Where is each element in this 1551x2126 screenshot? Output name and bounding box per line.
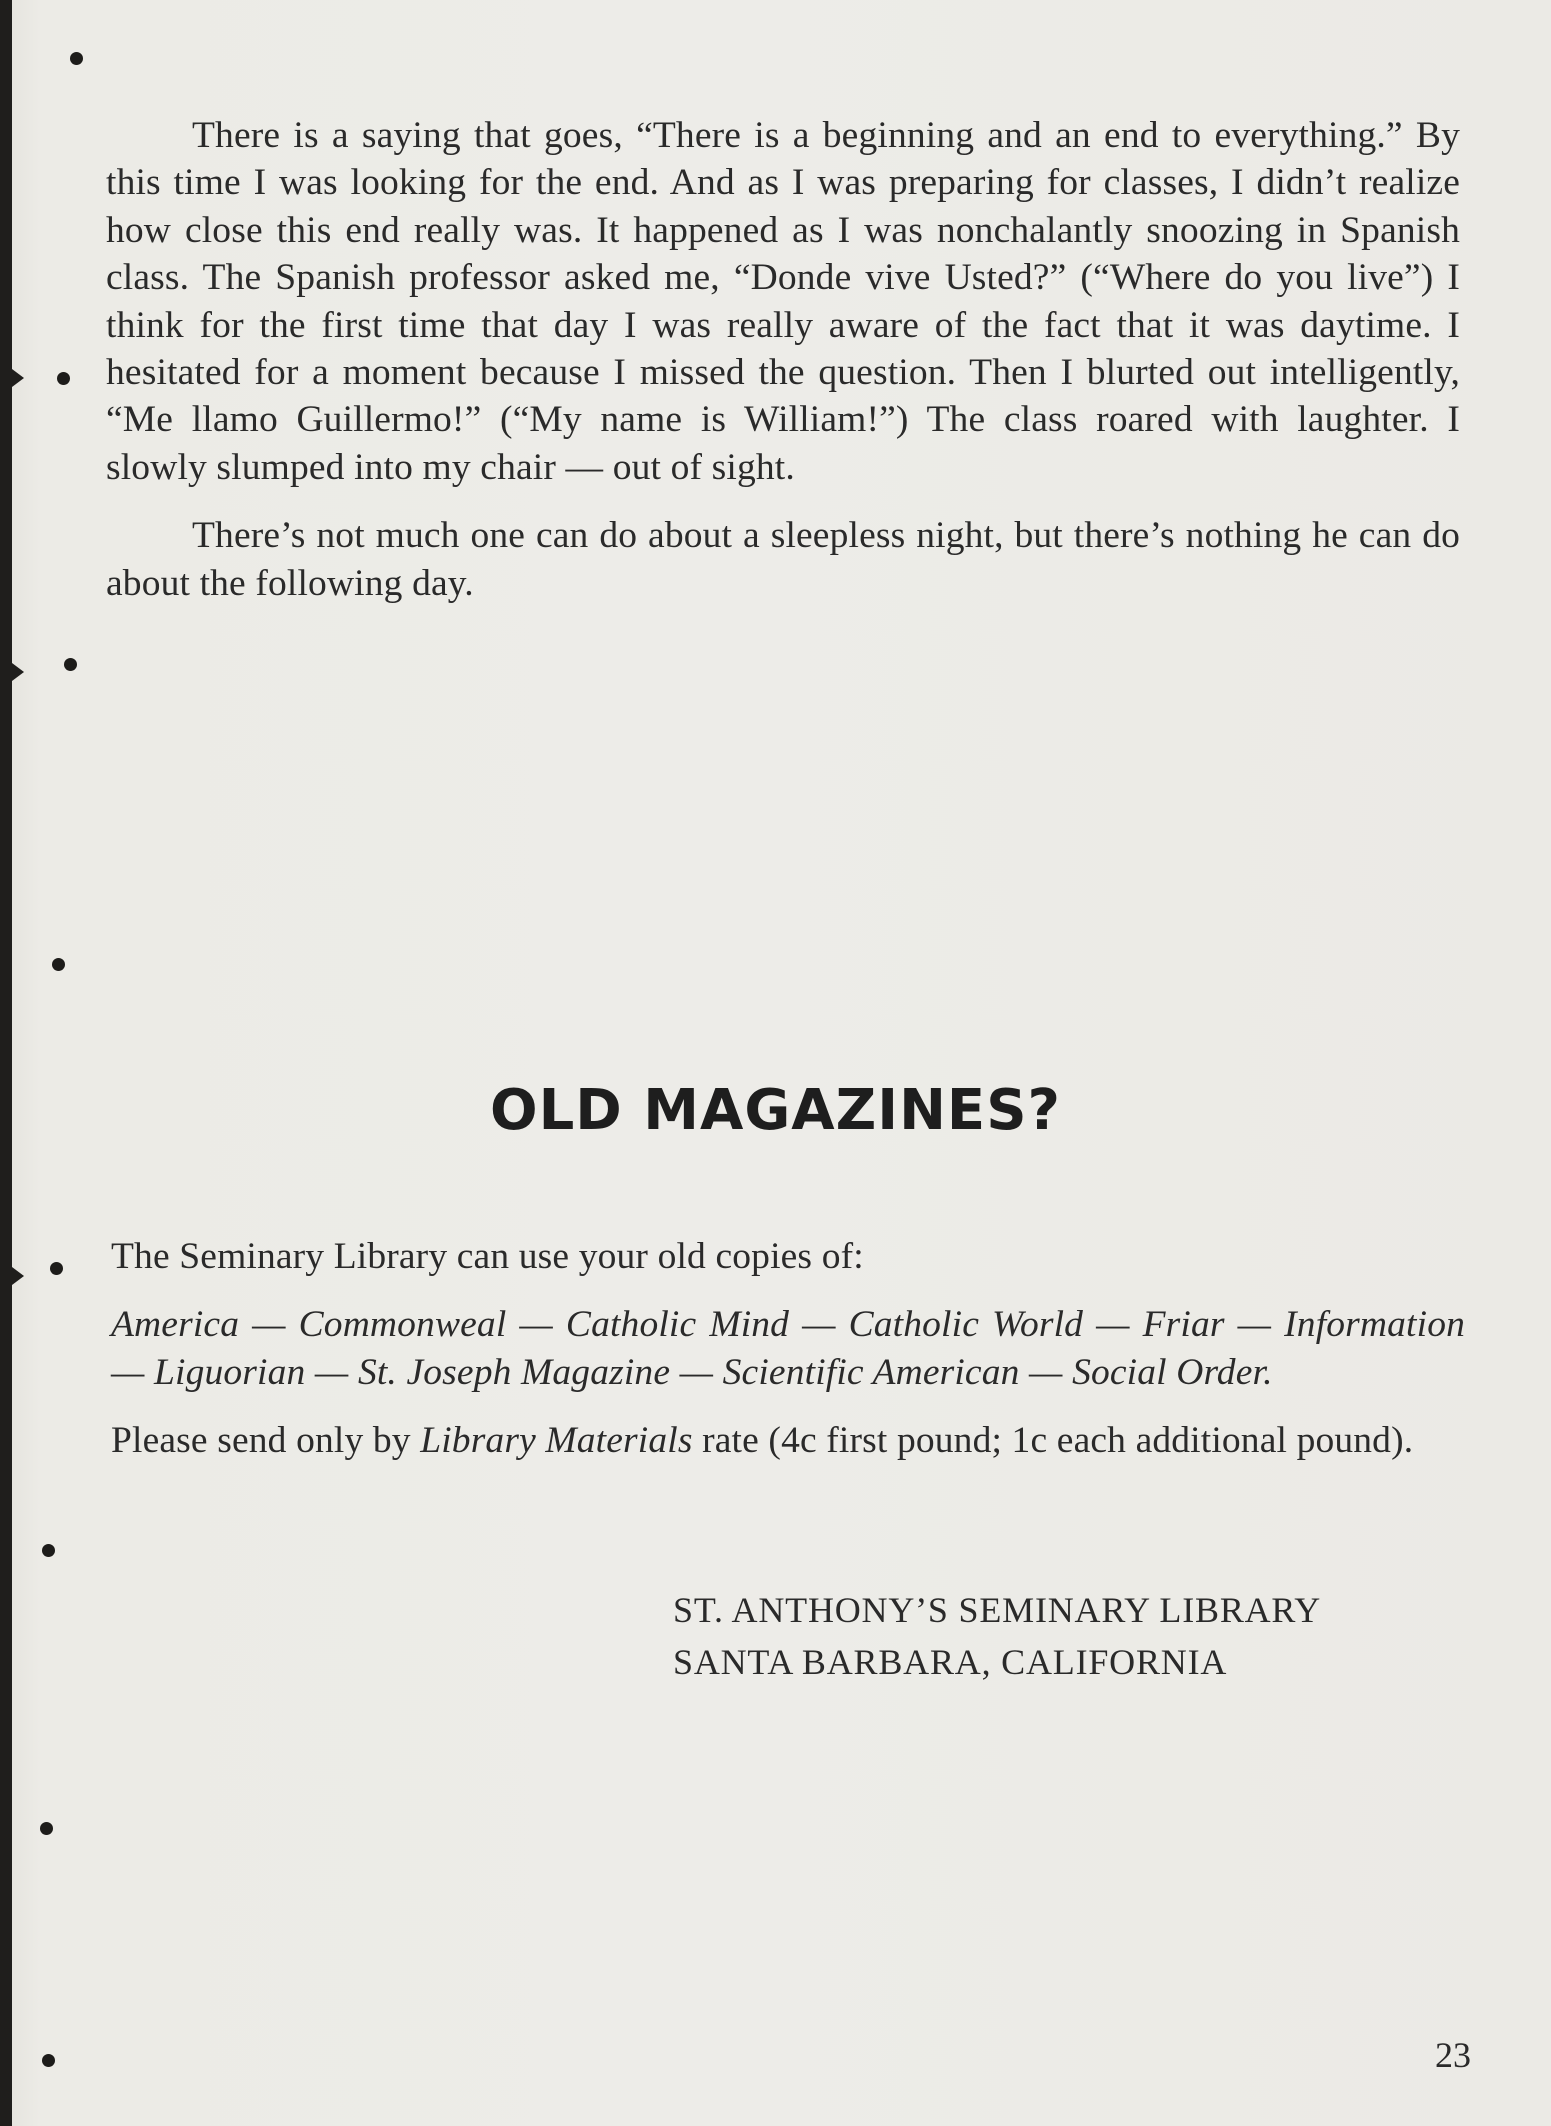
punch-hole [52,958,65,971]
binding-notch [8,660,24,684]
address-line: SANTA BARBARA, CALIFORNIA [673,1642,1228,1682]
story-text [106,112,1460,628]
punch-hole [42,2054,55,2067]
notice-intro: The Seminary Library can use your old copies of: [111,1236,864,1277]
binding-edge [0,0,12,2126]
send-suffix: rate (4c first pound; 1c each additional pound). [702,1420,1414,1462]
story-paragraph: There is a saying that goes, “There is a beginning and an end to everything.” By this time I was looking for the end. And as I was preparing for classes, I didn’t realize how close this end really was. It happened as I was nonchalantly snoozing in Spanish class. The Spanish professor asked me, “Donde vive Usted?” (“Where do you live”) I think for the first time that day I was really aware of the fact that it was daytime. I hesitated for a moment because I missed the question. Then I blurted out intelligently, “Me llamo Guillermo!” (“My name is William!”) The class roared with laughter. I slowly slumped into my chair — out of sight. [106,115,1460,488]
send-prefix: Please send only by [111,1420,411,1462]
binding-notch [8,1264,24,1288]
punch-hole [42,1544,55,1557]
address-line: ST. ANTHONY’S SEMINARY LIBRARY [673,1590,1322,1630]
story-paragraph: There’s not much one can do about a sleepless night, but there’s nothing he can do about the following day. [106,515,1460,604]
binding-notch [8,366,24,390]
punch-hole [70,52,83,65]
send-rate: Library Materials [420,1420,693,1462]
punch-hole [50,1262,63,1275]
punch-hole [40,1822,53,1835]
notice-heading: OLD MAGAZINES? [489,1078,1062,1143]
punch-hole [57,372,70,385]
library-address [673,1584,1321,1688]
send-instructions [111,1417,1465,1464]
magazine-list: America — Commonweal — Catholic Mind — Catholic World — Friar — Information — Liguorian — St. Joseph Magazine — Scientific American — Social Order. [111,1304,1465,1393]
punch-hole [64,658,77,671]
page-number: 23 [1435,2035,1471,2075]
magazine-notice [111,1233,1465,1486]
